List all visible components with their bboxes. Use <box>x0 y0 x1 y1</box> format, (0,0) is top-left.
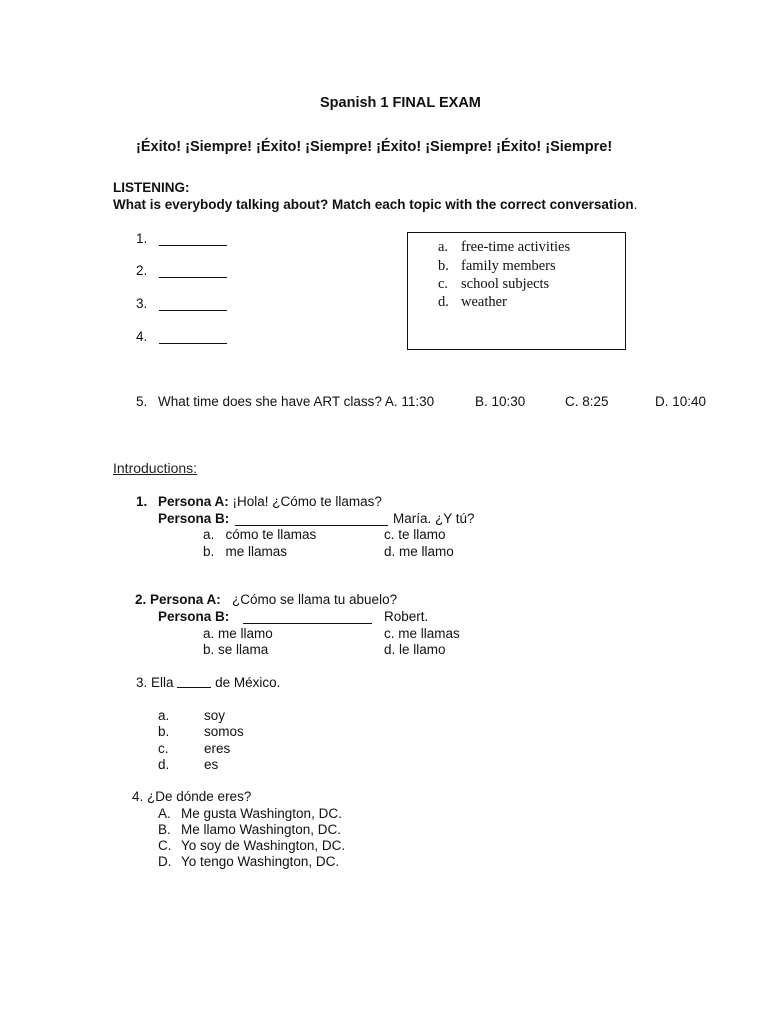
match-blank-3[interactable] <box>159 296 227 311</box>
q2-persona-a-text: ¿Cómo se llama tu abuelo? <box>232 592 398 607</box>
introductions-heading: Introductions: <box>113 460 198 476</box>
q4-option-d[interactable]: Yo tengo Washington, DC. <box>181 854 340 869</box>
q3-option-b[interactable]: somos <box>204 724 244 739</box>
match-item-3: 3. <box>136 296 148 311</box>
q3-option-a[interactable]: soy <box>204 708 226 723</box>
q1-persona-b-text: María. ¿Y tú? <box>393 511 475 526</box>
q4-option-a-letter: A. <box>158 806 171 821</box>
q4-option-c[interactable]: Yo soy de Washington, DC. <box>181 838 346 853</box>
listening-heading: LISTENING: <box>113 180 190 195</box>
q4-option-c-letter: C. <box>158 838 172 853</box>
question-5-text: What time does she have ART class? A. 11:30 <box>158 394 435 409</box>
match-blank-4[interactable] <box>159 329 227 344</box>
q3-option-d[interactable]: es <box>204 757 219 772</box>
topic-option-a: a. free-time activities <box>438 239 571 255</box>
q3-answer-blank[interactable] <box>177 675 211 688</box>
q1-number: 1. <box>136 494 148 509</box>
q1-option-a[interactable]: a. cómo te llamas <box>203 527 317 542</box>
question-5-option-d[interactable]: D. 10:40 <box>655 394 707 409</box>
q3-text: 3. Ella de México. <box>136 675 281 690</box>
q2-option-c[interactable]: c. me llamas <box>384 626 460 641</box>
q2-persona-b-label: Persona B: <box>158 609 230 624</box>
match-item-1: 1. <box>136 231 148 246</box>
q2-persona-a-label: 2. Persona A: <box>135 592 221 607</box>
q3-option-a-letter: a. <box>158 708 170 723</box>
question-5-number: 5. <box>136 394 148 409</box>
q3-option-c-letter: c. <box>158 741 169 756</box>
match-blank-1[interactable] <box>159 231 227 246</box>
q2-option-b[interactable]: b. se llama <box>203 642 269 657</box>
q4-option-d-letter: D. <box>158 854 172 869</box>
exam-title: Spanish 1 FINAL EXAM <box>320 95 481 111</box>
q2-persona-b-text: Robert. <box>384 609 429 624</box>
topic-options-box <box>407 232 626 350</box>
q3-option-d-letter: d. <box>158 757 170 772</box>
q1-persona-a: Persona A: ¡Hola! ¿Cómo te llamas? <box>158 494 382 509</box>
q3-option-b-letter: b. <box>158 724 170 739</box>
q4-option-b-letter: B. <box>158 822 171 837</box>
match-blank-2[interactable] <box>159 263 227 278</box>
q1-option-b[interactable]: b. me llamas <box>203 544 288 559</box>
topic-option-b: b. family members <box>438 258 556 274</box>
topic-option-c: c. school subjects <box>438 276 550 292</box>
q1-option-d[interactable]: d. me llamo <box>384 544 454 559</box>
q4-text: 4. ¿De dónde eres? <box>132 789 252 804</box>
question-5-option-b[interactable]: B. 10:30 <box>475 394 526 409</box>
match-item-4: 4. <box>136 329 148 344</box>
q4-option-b[interactable]: Me llamo Washington, DC. <box>181 822 342 837</box>
q3-option-c[interactable]: eres <box>204 741 231 756</box>
q1-persona-b-label: Persona B: <box>158 511 230 526</box>
q1-answer-blank[interactable] <box>235 511 388 526</box>
listening-instructions: What is everybody talking about? Match each topic with the correct conversation. <box>113 197 638 212</box>
question-5-option-c[interactable]: C. 8:25 <box>565 394 609 409</box>
motto-line: ¡Éxito! ¡Siempre! ¡Éxito! ¡Siempre! ¡Éxito! ¡Siempre! ¡Éxito! ¡Siempre! <box>136 139 613 155</box>
q2-answer-blank[interactable] <box>243 609 372 624</box>
q4-option-a[interactable]: Me gusta Washington, DC. <box>181 806 342 821</box>
q1-option-c[interactable]: c. te llamo <box>384 527 446 542</box>
q2-option-a[interactable]: a. me llamo <box>203 626 273 641</box>
topic-option-d: d. weather <box>438 294 507 310</box>
q2-option-d[interactable]: d. le llamo <box>384 642 446 657</box>
match-item-2: 2. <box>136 263 148 278</box>
